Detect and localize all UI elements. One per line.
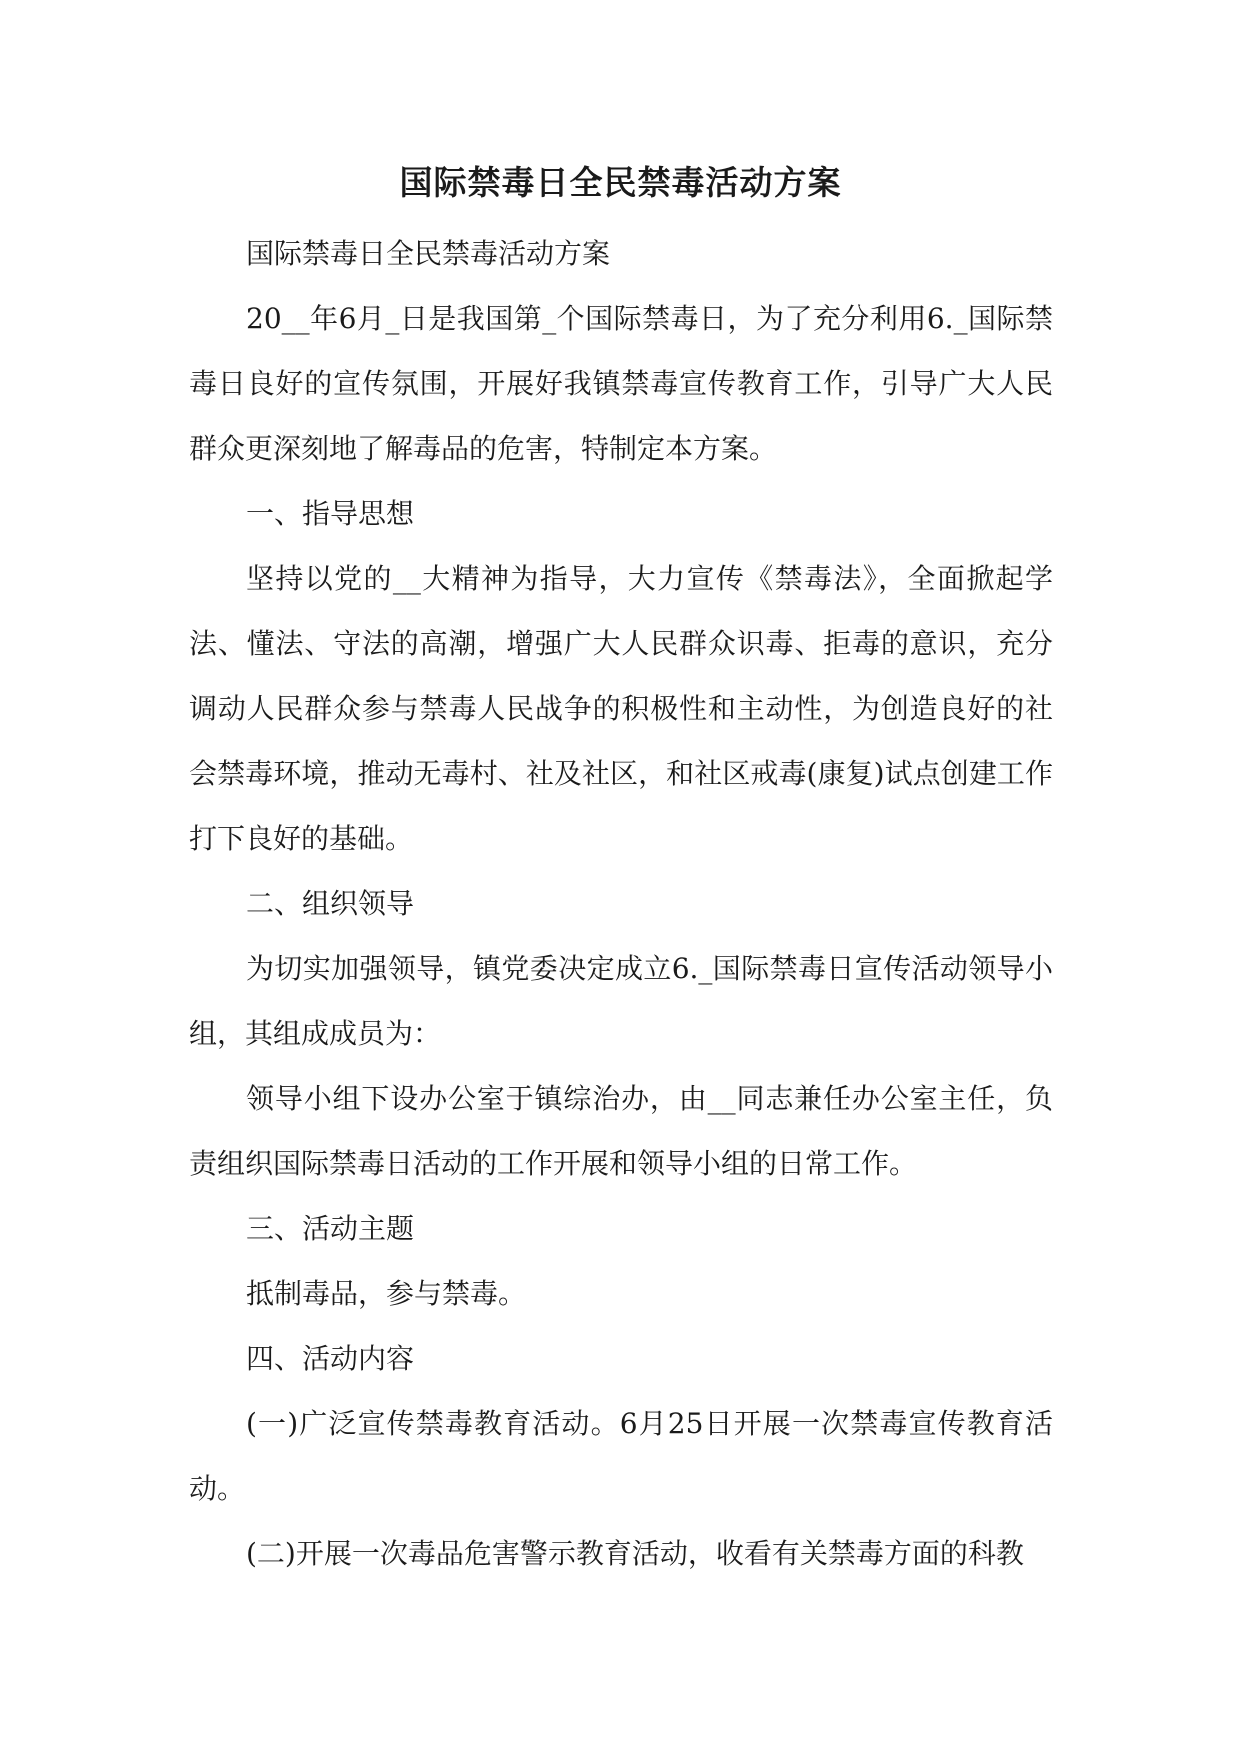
paragraph-activity-1: (一)广泛宣传禁毒教育活动。6月25日开展一次禁毒宣传教育活动。 [189,1407,1053,1505]
document-title: 国际禁毒日全民禁毒活动方案 [399,163,842,202]
paragraph-activity-2: (二)开展一次毒品危害警示教育活动，收看有关禁毒方面的科教 [246,1537,1024,1570]
paragraph-organization-group: 为切实加强领导，镇党委决定成立6._国际禁毒日宣传活动领导小组，其组成成员为： [189,952,1053,1050]
section-heading-theme: 三、活动主题 [246,1212,415,1245]
section-heading-guiding-thought: 一、指导思想 [246,497,415,530]
paragraph-guiding-thought: 坚持以党的__大精神为指导，大力宣传《禁毒法》，全面掀起学法、懂法、守法的高潮，增强广大人民群众识毒、拒毒的意识，充分调动人民群众参与禁毒人民战争的积极性和主动性，为创造良好的社会禁毒环境，推动无毒村、社及社区，和社区戒毒(康复)试点创建工作打下良好的基础。 [189,562,1053,855]
paragraph-organization-office: 领导小组下设办公室于镇综治办，由__同志兼任办公室主任，负责组织国际禁毒日活动的工作开展和领导小组的日常工作。 [189,1082,1053,1180]
section-heading-organization: 二、组织领导 [246,887,415,920]
paragraph-theme: 抵制毒品，参与禁毒。 [246,1277,527,1310]
document-body [189,221,1053,1586]
paragraph-intro: 20__年6月_日是我国第_个国际禁毒日，为了充分利用6._国际禁毒日良好的宣传氛围，开展好我镇禁毒宣传教育工作，引导广大人民群众更深刻地了解毒品的危害，特制定本方案。 [189,302,1053,465]
section-heading-activities: 四、活动内容 [246,1342,415,1375]
paragraph-subtitle: 国际禁毒日全民禁毒活动方案 [246,237,611,270]
